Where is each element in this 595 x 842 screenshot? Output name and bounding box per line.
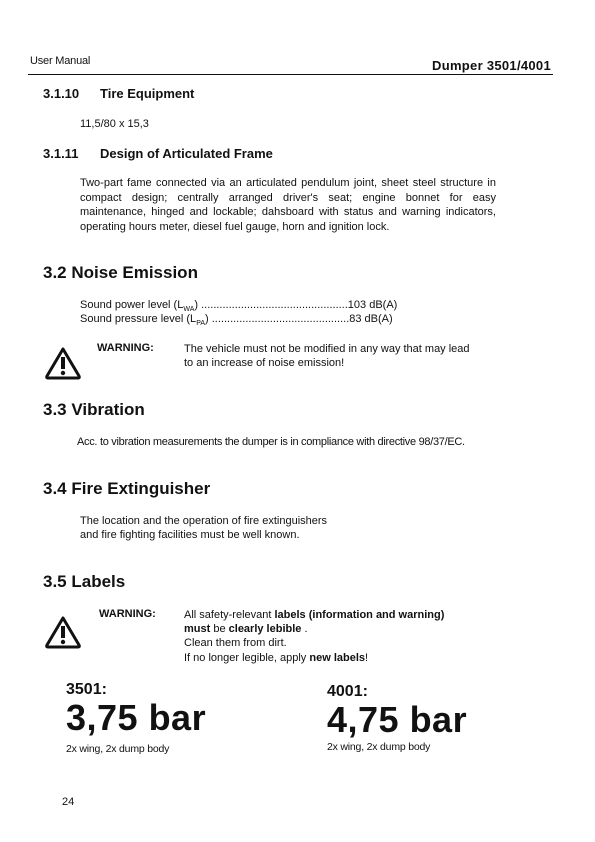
text-run-bold: must <box>184 623 211 635</box>
section-title: Design of Articulated Frame <box>100 146 273 161</box>
labels-warning-line-4 <box>184 651 368 666</box>
text-run: be <box>210 623 229 635</box>
frame-description: Two-part fame connected via an articulated pendulum joint, sheet steel structure in compact design; centrally arranged driver's seat; engine bonnet for easy maintenance, hinged and lockable; dahsboard with status and warning indicators, operating hours meter, diesel fuel gauge, horn and ignition lock. <box>80 177 496 233</box>
section-3-3-heading: 3.3 Vibration <box>43 400 145 419</box>
vibration-text: Acc. to vibration measurements the dumper is in compliance with directive 98/37/EC. <box>77 436 465 448</box>
model-4001-pressure: 4,75 bar <box>327 699 468 740</box>
header-divider <box>28 74 553 75</box>
sound-power-leader: ) ................................................ <box>194 299 348 311</box>
model-3501-note: 2x wing, 2x dump body <box>66 743 170 755</box>
text-run: If no longer legible, apply <box>184 652 310 664</box>
text-run: All safety-relevant <box>184 609 275 621</box>
model-4001-note: 2x wing, 2x dump body <box>327 741 431 753</box>
section-3-5-heading: 3.5 Labels <box>43 572 126 591</box>
sound-power-subscript: WA <box>183 306 195 313</box>
sound-pressure-leader: ) ............................................. <box>205 313 350 325</box>
labels-warning-line-2 <box>184 622 308 637</box>
sound-pressure-line <box>80 312 393 328</box>
warning-triangle-icon <box>44 615 82 649</box>
text-run-bold: new labels <box>309 652 366 664</box>
sound-pressure-label: Sound pressure level (L <box>80 313 197 325</box>
labels-warning-line-3: Clean them from dirt. <box>184 637 287 649</box>
tire-size-text: 11,5/80 x 15,3 <box>80 118 149 130</box>
text-run-bold: labels (information and warning) <box>274 609 445 621</box>
noise-warning-line-1: The vehicle must not be modified in any way that may lead <box>184 343 470 355</box>
noise-warning-label: WARNING: <box>97 342 154 354</box>
section-title: Tire Equipment <box>100 86 195 101</box>
sound-power-label: Sound power level (L <box>80 299 184 311</box>
section-3-1-10-heading <box>43 86 194 101</box>
model-4001-label: 4001: <box>327 683 368 700</box>
model-3501-pressure: 3,75 bar <box>66 697 207 738</box>
labels-warning-label: WARNING: <box>99 608 156 620</box>
header-manual-label: User Manual <box>30 55 91 67</box>
noise-warning-line-2: to an increase of noise emission! <box>184 357 345 369</box>
fire-text-line-2: and fire fighting facilities must be well known. <box>80 529 300 541</box>
fire-text-line-1: The location and the operation of fire extinguishers <box>80 515 328 527</box>
section-3-4-heading: 3.4 Fire Extinguisher <box>43 479 211 498</box>
text-run: ! <box>365 652 369 664</box>
section-3-1-11-heading <box>43 146 273 161</box>
section-3-2-heading: 3.2 Noise Emission <box>43 263 198 282</box>
model-3501-label: 3501: <box>66 681 107 698</box>
labels-warning-line-1 <box>184 608 444 623</box>
sound-pressure-subscript: PA <box>196 320 206 327</box>
text-run-bold: clearly lebible <box>228 623 302 635</box>
section-number: 3.1.10 <box>43 86 80 101</box>
text-run: . <box>301 623 308 635</box>
section-number: 3.1.11 <box>43 146 79 161</box>
sound-pressure-value: 83 dB(A) <box>349 313 393 325</box>
header-model-title: Dumper 3501/4001 <box>432 58 551 73</box>
warning-triangle-icon <box>44 346 82 380</box>
page-number: 24 <box>62 796 75 808</box>
sound-power-value: 103 dB(A) <box>347 299 398 311</box>
